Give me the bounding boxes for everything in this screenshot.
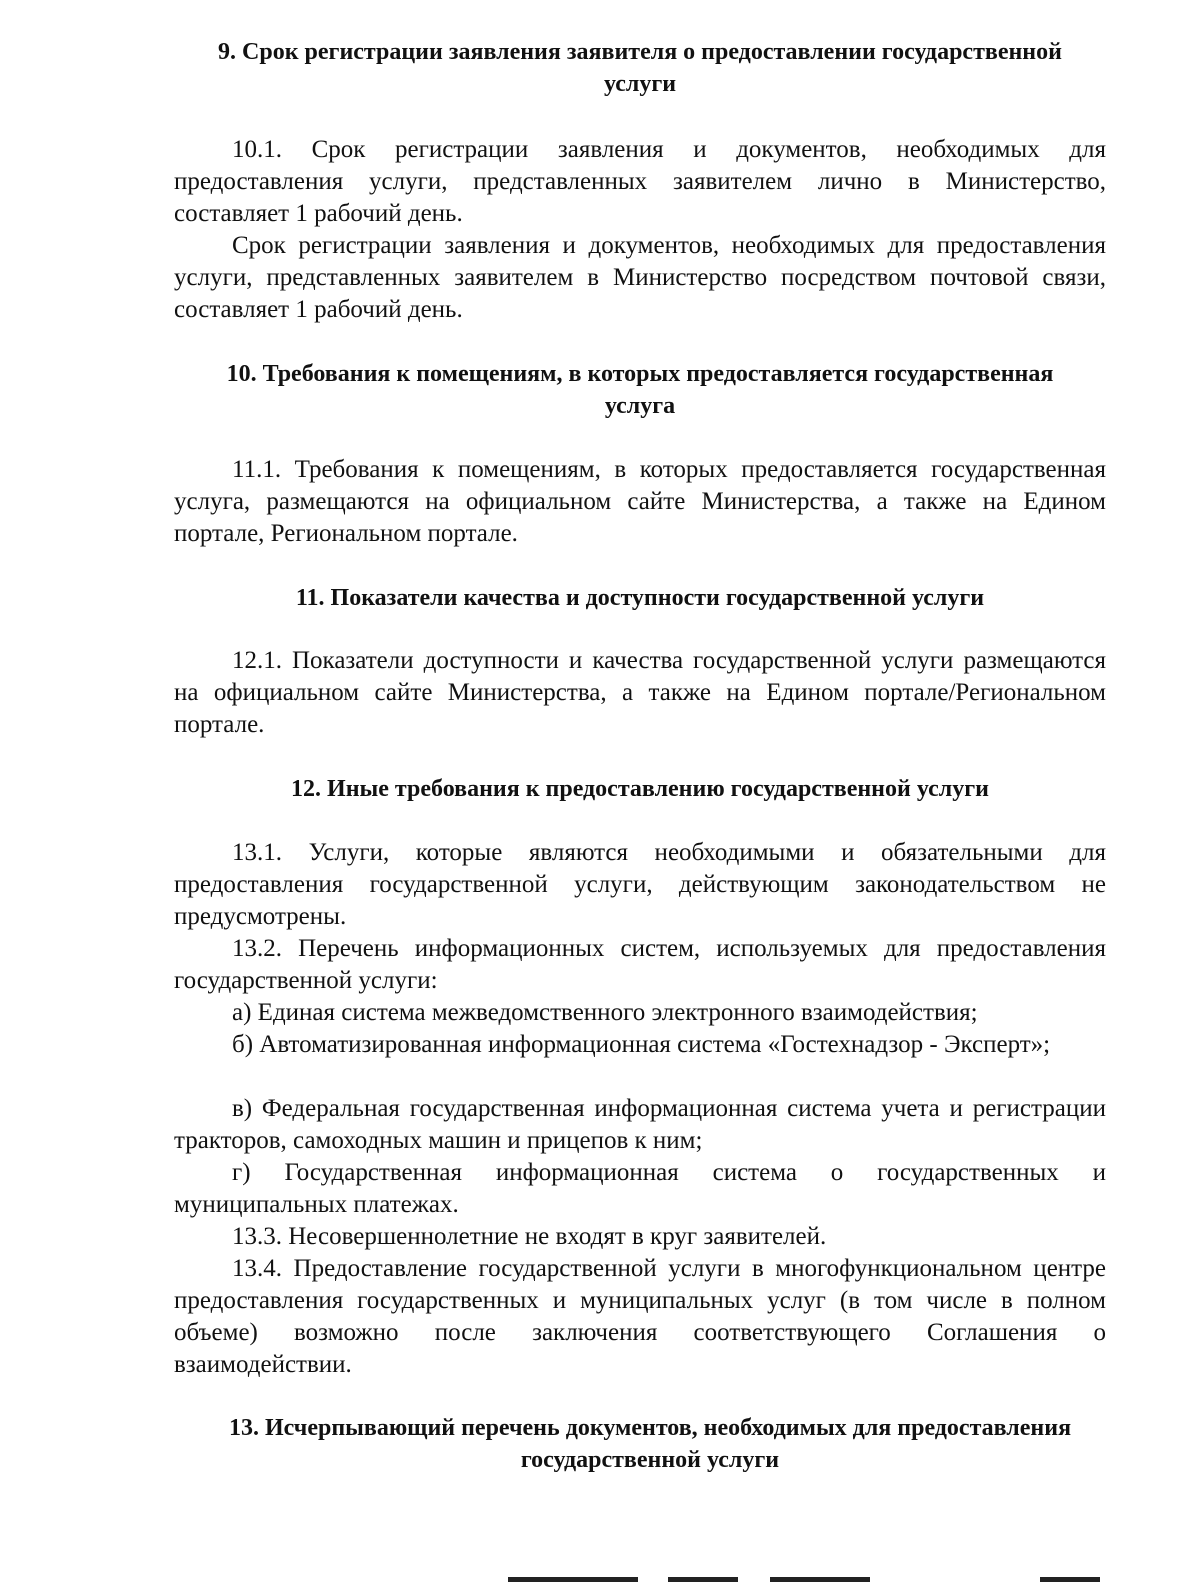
paragraph-13-2: 13.2. Перечень информационных систем, используемых для предоставления государственной услуги: [174, 935, 1106, 994]
paragraph-12-1: 12.1. Показатели доступности и качества государственной услуги размещаются на официальном сайте Министерства, а также на Едином портале/Региональном портале. [174, 647, 1106, 738]
paragraph-10-1-postal: Срок регистрации заявления и документов, необходимых для предоставления услуги, представленных заявителем в Министерство посредством почтовой связи, составляет 1 рабочий день. [174, 232, 1106, 323]
list-item-v: в) Федеральная государственная информационная система учета и регистрации тракторов, самоходных машин и прицепов к ним; [174, 1095, 1106, 1154]
section-heading-11: 11. Показатели качества и доступности государственной услуги [295, 585, 985, 611]
paragraph-13-3: 13.3. Несовершеннолетние не входят в круг заявителей. [232, 1223, 827, 1250]
scan-artifact [1040, 1577, 1100, 1582]
paragraph-13-4: 13.4. Предоставление государственной услуги в многофункциональном центре предоставления государственных и муниципальных услуг (в том числе в полном объеме) возможно после заключения соответствующего Соглашения о взаимодействии. [174, 1255, 1106, 1378]
section-heading-12: 12. Иные требования к предоставлению государственной услуги [291, 776, 989, 802]
scan-artifact [508, 1577, 638, 1582]
paragraph-10-1: 10.1. Срок регистрации заявления и документов, необходимых для предоставления услуги, представленных заявителем лично в Министерство, составляет 1 рабочий день. [174, 136, 1106, 227]
section-heading-10: 10. Требования к помещениям, в которых предоставляется государственная услуга [226, 361, 1054, 419]
paragraph-11-1: 11.1. Требования к помещениям, в которых предоставляется государственная услуга, размещаются на официальном сайте Министерства, а также на Едином портале, Региональном портале. [174, 456, 1106, 547]
section-heading-13: 13. Исчерпывающий перечень документов, необходимых для предоставления государственной услуги [228, 1415, 1072, 1473]
paragraph-13-1: 13.1. Услуги, которые являются необходимыми и обязательными для предоставления государственной услуги, действующим законодательством не предусмотрены. [174, 839, 1106, 930]
list-item-b: б) Автоматизированная информационная система «Гостехнадзор - Эксперт»; [232, 1031, 1051, 1058]
scan-artifact [668, 1577, 738, 1582]
list-item-g: г) Государственная информационная система о государственных и муниципальных платежах. [174, 1159, 1106, 1218]
scan-artifact [770, 1577, 870, 1582]
section-heading-9: 9. Срок регистрации заявления заявителя о предоставлении государственной услуги [218, 39, 1062, 97]
list-item-a: а) Единая система межведомственного электронного взаимодействия; [232, 999, 978, 1026]
